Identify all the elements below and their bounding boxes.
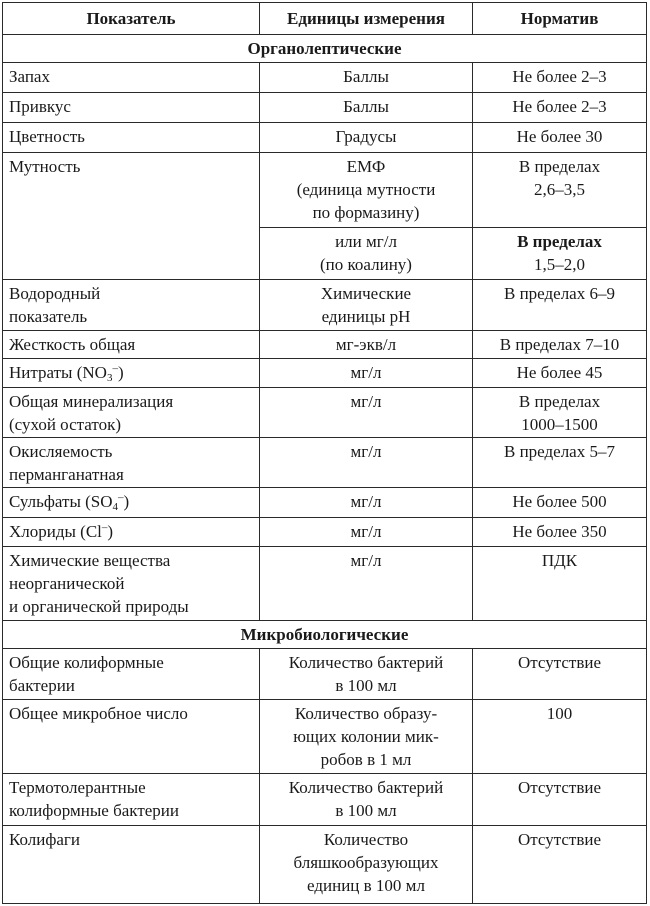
row-norm-ph: В пределах 6–9 <box>473 280 647 331</box>
row-unit-smell: Баллы <box>260 63 473 93</box>
row-name-chlorides <box>3 518 260 547</box>
table-row <box>3 826 647 904</box>
row-name-mineral <box>3 388 260 438</box>
section-row-microbio <box>3 621 647 649</box>
row-norm-smell: Не более 2–3 <box>473 63 647 93</box>
ph-name-line-2: показатель <box>9 307 88 326</box>
row-unit-sulfates: мг/л <box>260 488 473 518</box>
table-row <box>3 331 647 359</box>
ph-unit-line-1: Химические <box>320 284 412 303</box>
mineral-norm-line-2: 1000–1500 <box>521 415 598 434</box>
chem-name-line-2: неорганической <box>9 574 125 593</box>
table-row <box>3 518 647 547</box>
chem-name-line-3: и органической природы <box>9 597 189 616</box>
thermo-name-line-1: Термотолерантные <box>9 778 146 797</box>
row-name-nitrates <box>3 359 260 388</box>
ph-name-line-1: Водородный <box>9 284 101 303</box>
section-organoleptic: Органолептические <box>3 35 647 63</box>
row-norm-chem: ПДК <box>473 547 647 621</box>
row-unit-chem: мг/л <box>260 547 473 621</box>
sulfates-sub: 4 <box>112 501 119 513</box>
row-name-oxid <box>3 438 260 488</box>
mineral-name-line-2: (сухой остаток) <box>9 415 122 434</box>
water-quality-table <box>2 2 647 904</box>
table-row <box>3 488 647 518</box>
table-row <box>3 388 647 438</box>
turbidity-unit-line-3: по формазину) <box>312 203 420 222</box>
table-row <box>3 774 647 826</box>
sulfates-sup: – <box>118 491 124 504</box>
row-unit-taste: Баллы <box>260 93 473 123</box>
row-norm-turbidity-2 <box>473 228 647 280</box>
row-name-microbial: Общее микробное число <box>3 700 260 774</box>
turbidity-norm2-line-1: В пределах <box>517 232 602 251</box>
chem-name-line-1: Химические вещества <box>9 551 171 570</box>
row-name-smell: Запах <box>3 63 260 93</box>
row-unit-coliphage <box>260 826 473 904</box>
coliphage-unit-line-2: бляшкообразующих <box>293 853 439 872</box>
coliphage-unit-line-3: единиц в 100 мл <box>307 876 425 895</box>
nitrates-sup: – <box>112 362 118 375</box>
microbial-unit-line-2: ющих колонии мик- <box>293 727 439 746</box>
table-row <box>3 649 647 700</box>
table-row <box>3 123 647 153</box>
microbial-unit-line-3: робов в 1 мл <box>320 750 412 769</box>
turbidity-unit2-line-2: (по коалину) <box>320 255 412 274</box>
row-norm-hardness: В пределах 7–10 <box>473 331 647 359</box>
row-name-chem <box>3 547 260 621</box>
table-row <box>3 359 647 388</box>
table-row <box>3 438 647 488</box>
row-norm-thermo: Отсутствие <box>473 774 647 826</box>
table-row <box>3 63 647 93</box>
row-norm-turbidity-1 <box>473 153 647 228</box>
oxid-name-line-2: перманганатная <box>9 465 124 484</box>
header-norm: Норматив <box>473 3 647 35</box>
row-norm-coliform: Отсутствие <box>473 649 647 700</box>
row-name-hardness: Жесткость общая <box>3 331 260 359</box>
row-norm-microbial: 100 <box>473 700 647 774</box>
row-name-taste: Привкус <box>3 93 260 123</box>
row-unit-microbial <box>260 700 473 774</box>
row-name-coliform <box>3 649 260 700</box>
mineral-name-line-1: Общая минерализация <box>9 392 174 411</box>
row-name-sulfates <box>3 488 260 518</box>
table-row <box>3 280 647 331</box>
row-norm-taste: Не более 2–3 <box>473 93 647 123</box>
thermo-unit-line-2: в 100 мл <box>335 801 397 820</box>
header-row <box>3 3 647 35</box>
ph-unit-line-2: единицы pH <box>321 307 411 326</box>
row-name-ph <box>3 280 260 331</box>
chlorides-close: ) <box>107 522 114 541</box>
header-units: Единицы измерения <box>260 3 473 35</box>
nitrates-close: ) <box>117 363 124 382</box>
thermo-name-line-2: колиформные бактерии <box>9 801 179 820</box>
row-unit-turbidity-1 <box>260 153 473 228</box>
mineral-norm-line-1: В пределах <box>518 392 601 411</box>
table-row <box>3 547 647 621</box>
thermo-unit-line-1: Количество бактерий <box>288 778 444 797</box>
sulfates-name: Сульфаты (SO <box>9 492 113 511</box>
turbidity-norm-line-1: В пределах <box>518 157 601 176</box>
row-norm-coliphage: Отсутствие <box>473 826 647 904</box>
row-norm-mineral <box>473 388 647 438</box>
turbidity-unit-line-2: (единица мутности <box>296 180 436 199</box>
turbidity-norm-line-2: 2,6–3,5 <box>534 180 585 199</box>
nitrates-sub: 3 <box>106 372 113 384</box>
row-unit-color: Градусы <box>260 123 473 153</box>
oxid-name-line-1: Окисляемость <box>9 442 113 461</box>
chlorides-name: Хлориды (Cl <box>9 522 102 541</box>
row-name-thermo <box>3 774 260 826</box>
row-norm-sulfates: Не более 500 <box>473 488 647 518</box>
chlorides-sup: – <box>101 521 108 534</box>
header-indicator: Показатель <box>3 3 260 35</box>
coliform-name-line-1: Общие колиформные <box>9 653 164 672</box>
row-norm-chlorides: Не более 350 <box>473 518 647 547</box>
row-unit-coliform <box>260 649 473 700</box>
row-norm-oxid: В пределах 5–7 <box>473 438 647 488</box>
turbidity-norm2-line-2: 1,5–2,0 <box>534 255 585 274</box>
coliform-unit-line-1: Количество бактерий <box>288 653 444 672</box>
row-unit-ph <box>260 280 473 331</box>
row-norm-color: Не более 30 <box>473 123 647 153</box>
row-name-color: Цветность <box>3 123 260 153</box>
row-name-coliphage: Колифаги <box>3 826 260 904</box>
row-unit-chlorides: мг/л <box>260 518 473 547</box>
row-unit-turbidity-2 <box>260 228 473 280</box>
row-unit-thermo <box>260 774 473 826</box>
row-unit-nitrates: мг/л <box>260 359 473 388</box>
coliphage-unit-line-1: Количество <box>323 830 409 849</box>
row-unit-mineral: мг/л <box>260 388 473 438</box>
nitrates-name: Нитраты (NO <box>9 363 107 382</box>
table-row <box>3 700 647 774</box>
coliform-name-line-2: бактерии <box>9 676 75 695</box>
sulfates-close: ) <box>123 492 130 511</box>
row-unit-hardness: мг-экв/л <box>260 331 473 359</box>
row-name-turbidity: Мутность <box>3 153 260 280</box>
table-row <box>3 153 647 228</box>
turbidity-unit-line-1: ЕМФ <box>346 157 386 176</box>
microbial-unit-line-1: Количество образу- <box>294 704 438 723</box>
coliform-unit-line-2: в 100 мл <box>335 676 397 695</box>
table-row <box>3 93 647 123</box>
row-norm-nitrates: Не более 45 <box>473 359 647 388</box>
section-row-organoleptic <box>3 35 647 63</box>
row-unit-oxid: мг/л <box>260 438 473 488</box>
turbidity-unit2-line-1: или мг/л <box>335 232 397 251</box>
section-microbio: Микробиологические <box>3 621 647 649</box>
